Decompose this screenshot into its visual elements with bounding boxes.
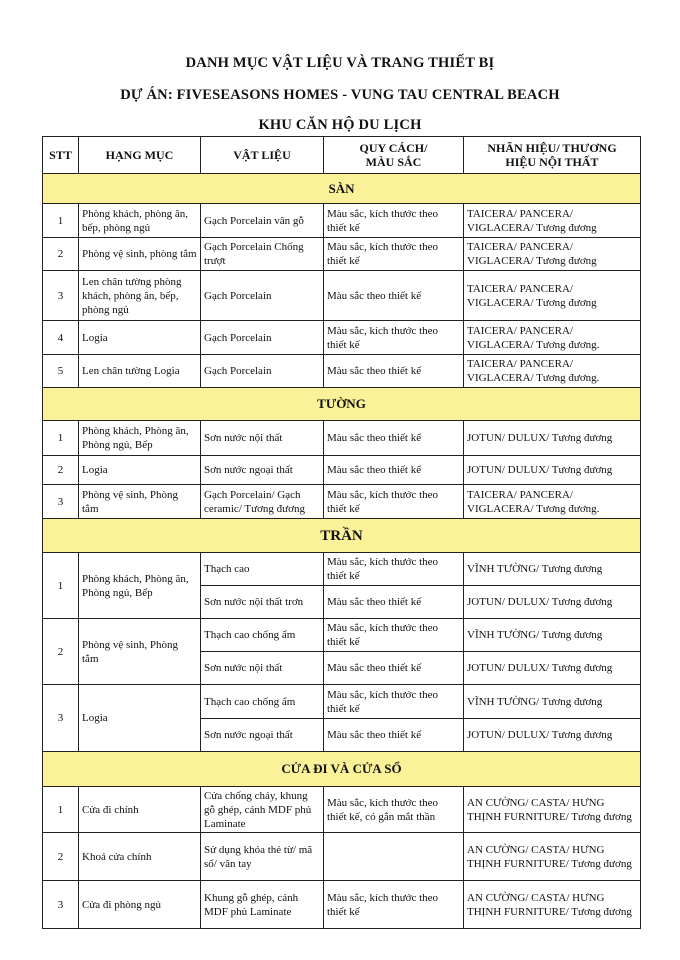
section-title-cua: CỬA ĐI VÀ CỬA SỔ: [43, 752, 641, 787]
table-row: [43, 238, 641, 271]
cell-hang-muc: Logia: [79, 456, 201, 485]
cell-nhan-hieu: JOTUN/ DULUX/ Tương đương: [464, 456, 641, 485]
cell-hang-muc: Len chân tường phòng khách, phòng ăn, bếp, phòng ngủ: [79, 271, 201, 321]
header-stt: STT: [43, 137, 79, 174]
cell-hang-muc: Phòng khách, Phòng ăn, Phòng ngủ, Bếp: [79, 553, 201, 619]
cell-stt: 2: [43, 619, 79, 685]
cell-vat-lieu: Gạch Porcelain Chống trượt: [201, 238, 324, 271]
table-row: [43, 553, 641, 586]
cell-quy-cach: Màu sắc, kích thước theo thiết kế: [324, 321, 464, 355]
cell-nhan-hieu: TAICERA/ PANCERA/ VIGLACERA/ Tương đương: [464, 204, 641, 238]
header-nhan-hieu-line2: HIỆU NỘI THẤT: [505, 155, 599, 169]
cell-quy-cach: Màu sắc, kích thước theo thiết kế: [324, 553, 464, 586]
cell-nhan-hieu: JOTUN/ DULUX/ Tương đương: [464, 652, 641, 685]
cell-vat-lieu: Sơn nước ngoại thất: [201, 719, 324, 752]
cell-vat-lieu: Sơn nước nội thất: [201, 421, 324, 456]
cell-stt: 4: [43, 321, 79, 355]
cell-nhan-hieu: AN CƯỜNG/ CASTA/ HƯNG THỊNH FURNITURE/ Tương đương: [464, 833, 641, 881]
cell-quy-cach: Màu sắc theo thiết kế: [324, 355, 464, 388]
cell-quy-cach: Màu sắc theo thiết kế: [324, 586, 464, 619]
cell-quy-cach: Màu sắc, kích thước theo thiết kế: [324, 619, 464, 652]
header-row: [43, 137, 641, 174]
cell-stt: 1: [43, 421, 79, 456]
cell-stt: 5: [43, 355, 79, 388]
table-row: [43, 881, 641, 929]
cell-stt: 3: [43, 271, 79, 321]
cell-hang-muc: Khoá cửa chính: [79, 833, 201, 881]
table-row: [43, 485, 641, 519]
table-row: [43, 685, 641, 719]
cell-nhan-hieu: JOTUN/ DULUX/ Tương đương: [464, 421, 641, 456]
cell-hang-muc: Logia: [79, 321, 201, 355]
cell-vat-lieu: Gạch Porcelain/ Gạch ceramic/ Tương đương: [201, 485, 324, 519]
cell-vat-lieu: Gạch Porcelain: [201, 271, 324, 321]
area-title: KHU CĂN HỘ DU LỊCH: [258, 117, 422, 133]
cell-hang-muc: Cửa đi phòng ngủ: [79, 881, 201, 929]
cell-stt: 2: [43, 238, 79, 271]
cell-quy-cach: Màu sắc theo thiết kế: [324, 271, 464, 321]
cell-hang-muc: Cửa đi chính: [79, 787, 201, 833]
cell-hang-muc: Phòng vệ sinh, Phòng tắm: [79, 485, 201, 519]
cell-nhan-hieu: AN CƯỜNG/ CASTA/ HƯNG THỊNH FURNITURE/ Tương đương: [464, 787, 641, 833]
section-row-san: [43, 174, 641, 204]
header-quy-cach-line1: QUY CÁCH/: [359, 141, 428, 155]
cell-vat-lieu: Sơn nước nội thất trơn: [201, 586, 324, 619]
cell-nhan-hieu: TAICERA/ PANCERA/ VIGLACERA/ Tương đương.: [464, 321, 641, 355]
cell-nhan-hieu: AN CƯỜNG/ CASTA/ HƯNG THỊNH FURNITURE/ Tương đương: [464, 881, 641, 929]
cell-quy-cach: Màu sắc theo thiết kế: [324, 719, 464, 752]
cell-nhan-hieu: VĨNH TƯỜNG/ Tương đương: [464, 619, 641, 652]
cell-vat-lieu: Sơn nước nội thất: [201, 652, 324, 685]
cell-stt: 1: [43, 204, 79, 238]
table-row: [43, 204, 641, 238]
cell-nhan-hieu: TAICERA/ PANCERA/ VIGLACERA/ Tương đương.: [464, 355, 641, 388]
cell-nhan-hieu: TAICERA/ PANCERA/ VIGLACERA/ Tương đương: [464, 238, 641, 271]
cell-nhan-hieu: JOTUN/ DULUX/ Tương đương: [464, 719, 641, 752]
cell-stt: 1: [43, 787, 79, 833]
cell-stt: 3: [43, 685, 79, 752]
project-title: DỰ ÁN: FIVESEASONS HOMES - VUNG TAU CENTRAL BEACH: [120, 87, 560, 103]
cell-hang-muc: Logia: [79, 685, 201, 752]
cell-hang-muc: Phòng khách, Phòng ăn, Phòng ngủ, Bếp: [79, 421, 201, 456]
cell-quy-cach: [324, 833, 464, 881]
table-row: [43, 619, 641, 652]
cell-stt: 3: [43, 485, 79, 519]
cell-quy-cach: Màu sắc theo thiết kế: [324, 456, 464, 485]
cell-quy-cach: Màu sắc, kích thước theo thiết kế: [324, 485, 464, 519]
cell-nhan-hieu: VĨNH TƯỜNG/ Tương đương: [464, 553, 641, 586]
cell-stt: 2: [43, 833, 79, 881]
cell-vat-lieu: Thạch cao chống ẩm: [201, 685, 324, 719]
section-row-tran: [43, 519, 641, 553]
table-row: [43, 321, 641, 355]
cell-nhan-hieu: TAICERA/ PANCERA/ VIGLACERA/ Tương đương.: [464, 485, 641, 519]
table-row: [43, 456, 641, 485]
cell-vat-lieu: Khung gỗ ghép, cánh MDF phủ Laminate: [201, 881, 324, 929]
table-row: [43, 787, 641, 833]
table-row: [43, 355, 641, 388]
cell-stt: 2: [43, 456, 79, 485]
cell-hang-muc: Phòng khách, phòng ăn, bếp, phòng ngủ: [79, 204, 201, 238]
cell-nhan-hieu: JOTUN/ DULUX/ Tương đương: [464, 586, 641, 619]
cell-vat-lieu: Gạch Porcelain: [201, 321, 324, 355]
cell-quy-cach: Màu sắc theo thiết kế: [324, 652, 464, 685]
table-row: [43, 271, 641, 321]
cell-quy-cach: Màu sắc, kích thước theo thiết kế, có gắn mắt thần: [324, 787, 464, 833]
header-nhan-hieu-line1: NHÃN HIỆU/ THƯƠNG: [487, 141, 617, 155]
cell-vat-lieu: Gạch Porcelain: [201, 355, 324, 388]
cell-quy-cach: Màu sắc, kích thước theo thiết kế: [324, 881, 464, 929]
section-row-cua: [43, 752, 641, 787]
cell-quy-cach: Màu sắc, kích thước theo thiết kế: [324, 238, 464, 271]
header-nhan-hieu: [464, 137, 641, 174]
cell-vat-lieu: Cửa chống cháy, khung gỗ ghép, cánh MDF phủ Laminate: [201, 787, 324, 833]
cell-stt: 3: [43, 881, 79, 929]
doc-title: DANH MỤC VẬT LIỆU VÀ TRANG THIẾT BỊ: [185, 55, 495, 71]
section-title-tran: TRẦN: [43, 519, 641, 553]
table-row: [43, 421, 641, 456]
cell-vat-lieu: Thạch cao chống ẩm: [201, 619, 324, 652]
cell-hang-muc: Phòng vệ sinh, Phòng tắm: [79, 619, 201, 685]
cell-quy-cach: Màu sắc theo thiết kế: [324, 421, 464, 456]
section-row-tuong: [43, 388, 641, 421]
cell-vat-lieu: Sơn nước ngoại thất: [201, 456, 324, 485]
cell-stt: 1: [43, 553, 79, 619]
materials-table: [42, 136, 641, 929]
cell-quy-cach: Màu sắc, kích thước theo thiết kế: [324, 204, 464, 238]
cell-nhan-hieu: TAICERA/ PANCERA/ VIGLACERA/ Tương đương: [464, 271, 641, 321]
table-row: [43, 833, 641, 881]
header-quy-cach-line2: MÀU SẮC: [365, 155, 422, 169]
cell-hang-muc: Len chân tường Logia: [79, 355, 201, 388]
cell-vat-lieu: Sử dụng khóa thẻ từ/ mã số/ vân tay: [201, 833, 324, 881]
cell-quy-cach: Màu sắc, kích thước theo thiết kế: [324, 685, 464, 719]
header-vat-lieu: VẬT LIỆU: [201, 137, 324, 174]
cell-hang-muc: Phòng vệ sinh, phòng tắm: [79, 238, 201, 271]
header-quy-cach: [324, 137, 464, 174]
section-title-tuong: TƯỜNG: [43, 388, 641, 421]
header-hang-muc: HẠNG MỤC: [79, 137, 201, 174]
section-title-san: SÀN: [43, 174, 641, 204]
cell-vat-lieu: Gạch Porcelain vân gỗ: [201, 204, 324, 238]
cell-vat-lieu: Thạch cao: [201, 553, 324, 586]
cell-nhan-hieu: VĨNH TƯỜNG/ Tương đương: [464, 685, 641, 719]
